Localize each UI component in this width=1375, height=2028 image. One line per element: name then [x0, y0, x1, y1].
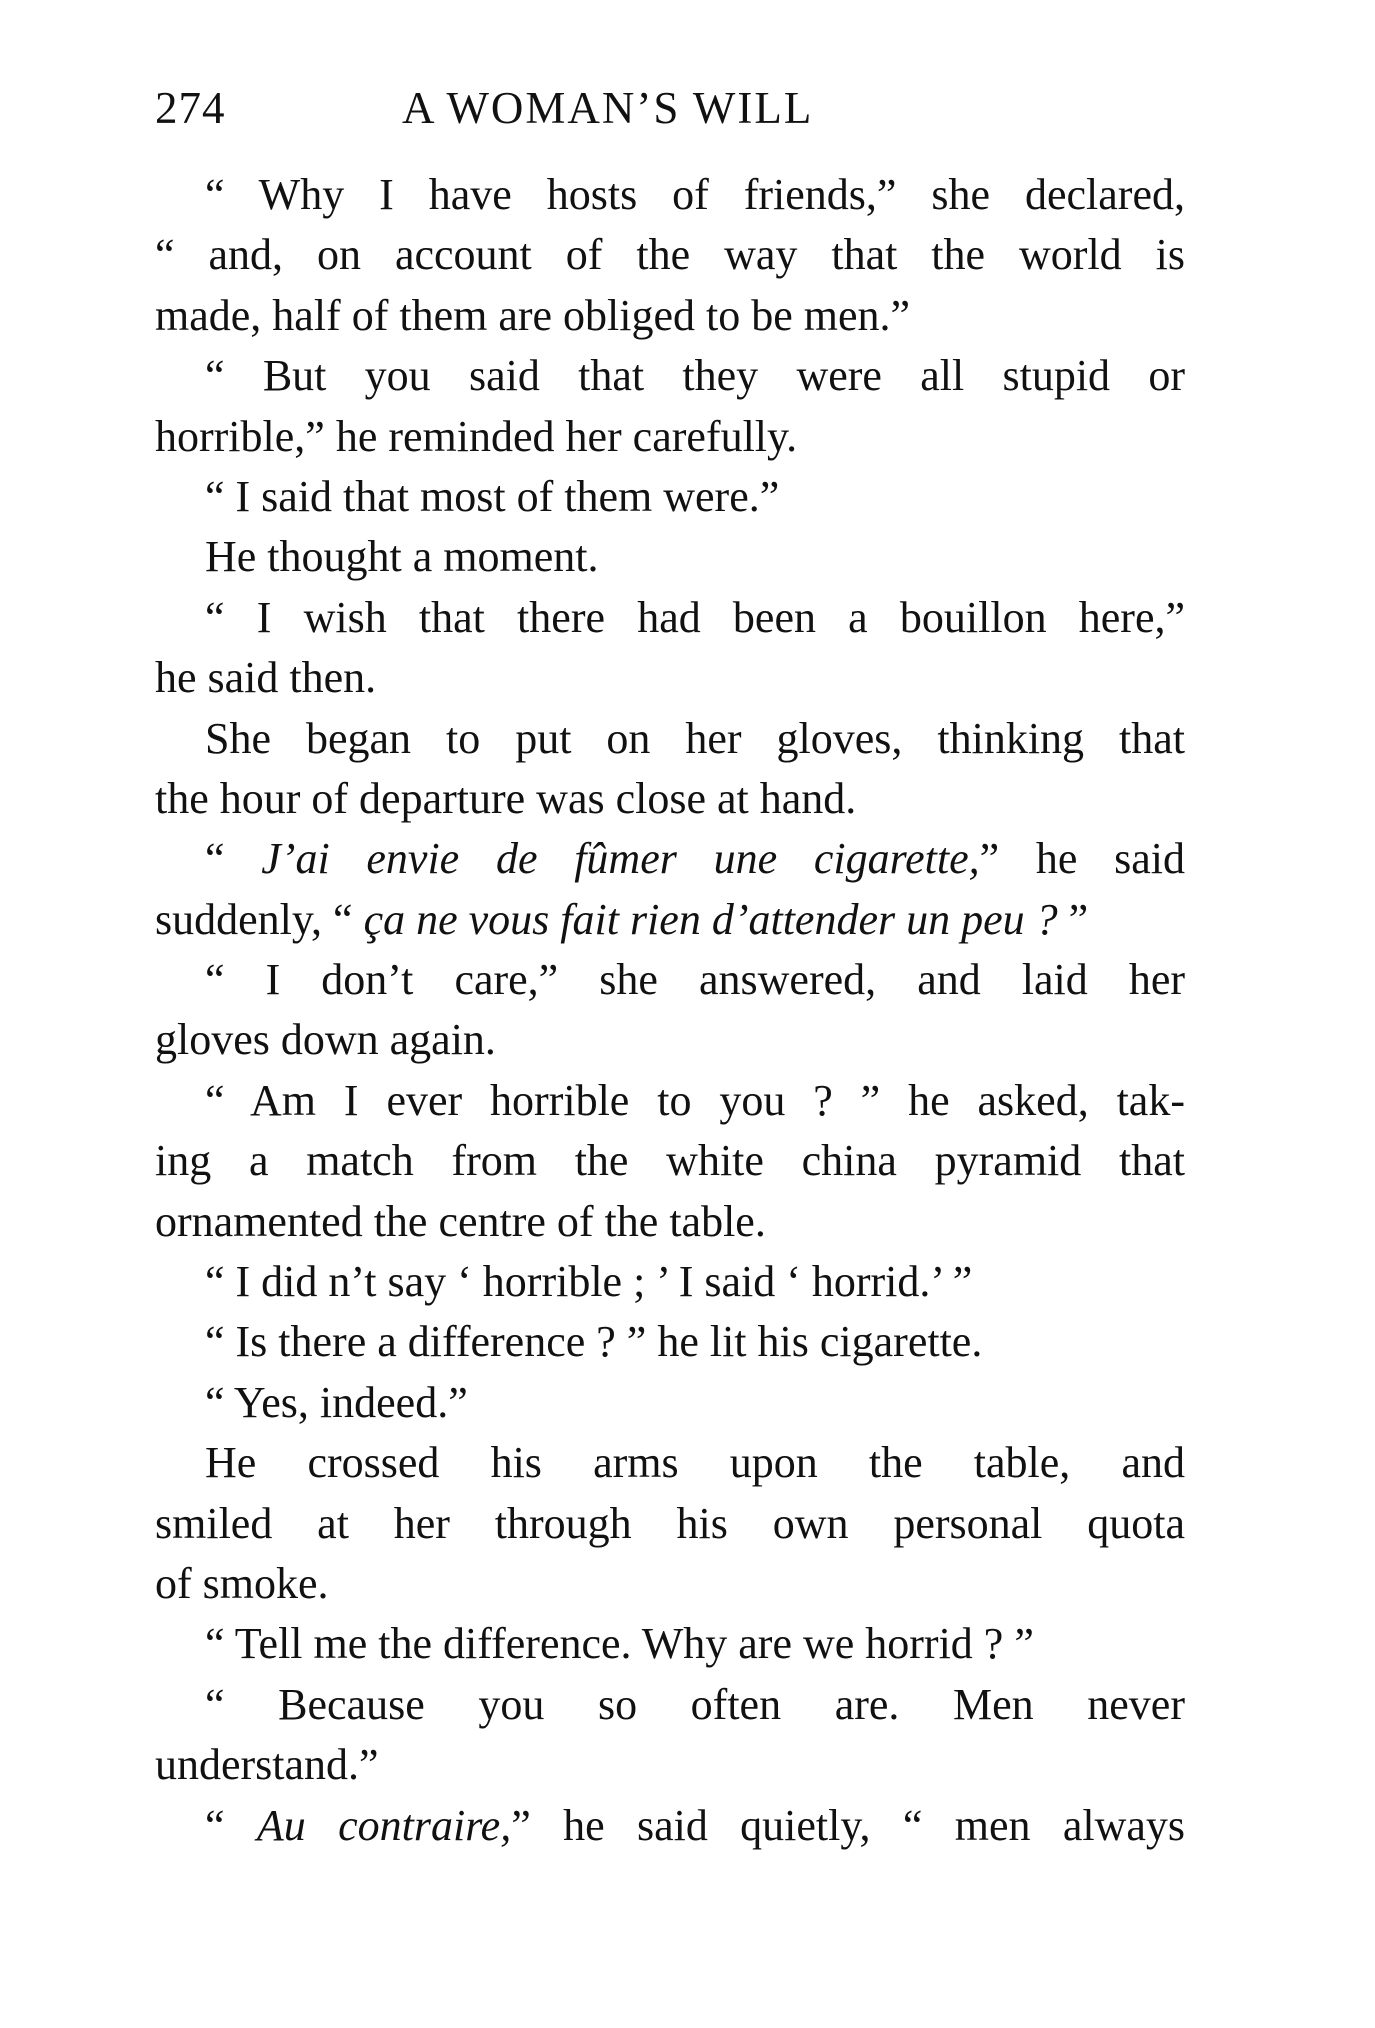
- text-fragment: suddenly, “: [155, 894, 364, 944]
- text-line: He thought a moment.: [205, 532, 599, 582]
- text-line: “ I don’t care,” she answered, and laid her: [205, 955, 1185, 1005]
- text-line: ornamented the centre of the table.: [155, 1196, 766, 1246]
- text-line: “ Why I have hosts of friends,” she declared,: [205, 170, 1185, 219]
- text-fragment: ” he said: [979, 834, 1186, 884]
- text-line: [155, 890, 1185, 950]
- text-line: “ and, on account of the way that the world is: [155, 230, 1185, 280]
- text-line: horrible,” he reminded her carefully.: [155, 411, 798, 461]
- text-line: understand.”: [155, 1740, 379, 1790]
- text-fragment: “: [205, 1800, 257, 1850]
- page-number: 274: [155, 83, 226, 133]
- text-line: She began to put on her gloves, thinking that: [205, 713, 1185, 763]
- text-fragment: “: [205, 834, 262, 884]
- text-line: of smoke.: [155, 1558, 329, 1608]
- page-header: [155, 78, 1185, 138]
- text-fragment: ” he said quietly, “ men always: [511, 1800, 1186, 1850]
- text-line: “ Because you so often are. Men never: [205, 1679, 1185, 1729]
- text-line: [155, 1796, 1185, 1856]
- text-line: the hour of departure was close at hand.: [155, 773, 857, 823]
- text-line: “ Am I ever horrible to you ? ” he asked, tak-: [205, 1075, 1185, 1125]
- text-fragment: ”: [1057, 894, 1089, 944]
- text-line: “ I did n’t say ‘ horrible ; ’ I said ‘ horrid.’ ”: [205, 1257, 973, 1307]
- text-line: “ Is there a difference ? ” he lit his cigarette.: [205, 1317, 983, 1367]
- running-title: A WOMAN’S WILL: [402, 83, 814, 133]
- text-line: “ I said that most of them were.”: [205, 471, 780, 521]
- italic-phrase: J’ai envie de fûmer une cigarette,: [261, 834, 980, 884]
- text-line: ing a match from the white china pyramid that: [155, 1136, 1185, 1186]
- text-line: “ I wish that there had been a bouillon here,”: [205, 592, 1185, 642]
- text-line: made, half of them are obliged to be men.”: [155, 290, 911, 340]
- italic-phrase: Au contraire,: [256, 1800, 512, 1850]
- text-line: “ But you said that they were all stupid or: [205, 351, 1185, 401]
- text-line: He crossed his arms upon the table, and: [205, 1438, 1185, 1488]
- text-line: smiled at her through his own personal quota: [155, 1498, 1185, 1548]
- text-line: “ Tell me the difference. Why are we horrid ? ”: [205, 1619, 1034, 1669]
- body-text: [155, 165, 1185, 1856]
- text-line: he said then.: [155, 653, 377, 703]
- italic-phrase: ça ne vous fait rien d’attender un peu ?: [363, 894, 1058, 944]
- text-line: [155, 829, 1185, 889]
- text-line: gloves down again.: [155, 1015, 496, 1065]
- text-line: “ Yes, indeed.”: [205, 1377, 468, 1427]
